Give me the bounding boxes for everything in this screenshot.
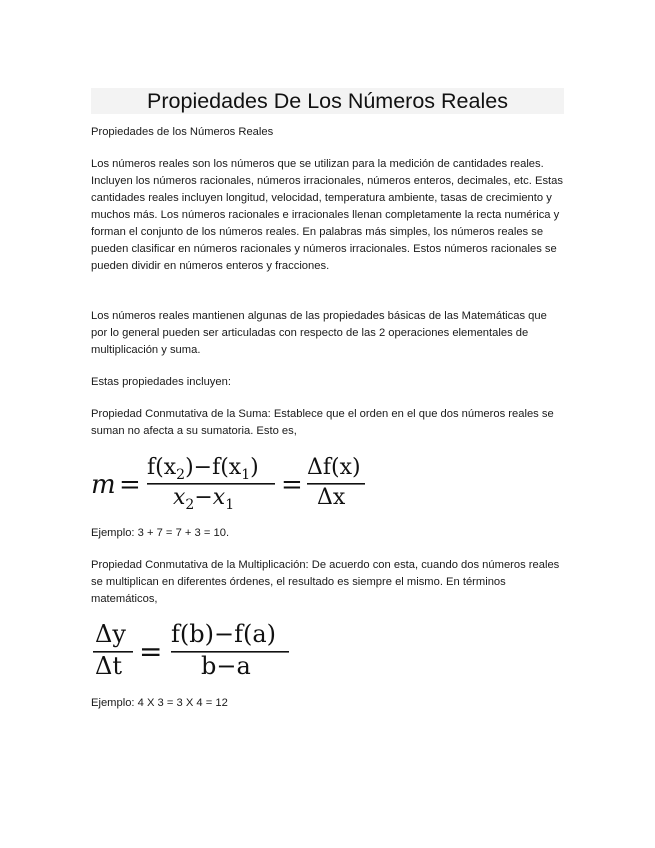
formula-eq2: =: [281, 470, 303, 500]
formula-rhs-numerator: Δf(x): [307, 455, 361, 480]
prop-commutative-mult: Propiedad Conmutativa de la Multiplicación: De acuerdo con esta, cuando dos números reales se multiplican en diferentes órdenes, el resultado es siempre el mismo. En términos matemáticos,: [91, 559, 560, 605]
formula2-eq: =: [139, 635, 163, 668]
page-title: Propiedades De Los Números Reales: [91, 88, 564, 114]
example-mult: Ejemplo: 4 X 3 = 3 X 4 = 12: [91, 697, 228, 709]
subtitle: Propiedades de los Números Reales: [91, 126, 274, 138]
formula2-rhs-denominator: b−a: [201, 652, 251, 680]
formula-rate: [91, 614, 311, 689]
formula-m: m: [91, 470, 116, 500]
formula2-lhs-numerator: Δy: [95, 620, 126, 648]
formula-rhs-denominator: Δx: [317, 485, 346, 510]
paragraph-list-intro: Estas propiedades incluyen:: [91, 376, 231, 388]
formula-numerator: $f(x_2)-f(x_1)$: [147, 455, 259, 483]
prop-commutative-sum: Propiedad Conmutativa de la Suma: Establece que el orden en el que dos números reales se suman no afecta a su sumatoria. Esto es,: [91, 408, 554, 437]
formula2-rhs-numerator: f(b)−f(a): [171, 620, 276, 648]
formula-slope: [91, 448, 381, 519]
formula-denominator: $x_2-x_1$: [173, 485, 235, 513]
formula-eq: =: [119, 470, 141, 500]
paragraph-intro: Los números reales son los números que se utilizan para la medición de cantidades reales. Incluyen los números racionales, números irracionales, números enteros, decimales, etc. Estas cantidades reales incluyen longitud, velocidad, temperatura ambiente, tasas de crecimiento y muchos más. Los números racionales e irracionales llenan completamente la recta numérica y forman el conjunto de los números reales. En palabras más simples, los números reales se pueden clasificar en números racionales y números irracionales. Estos números racionales se pueden dividir en números enteros y fracciones.: [91, 158, 563, 272]
formula2-lhs-denominator: Δt: [95, 652, 122, 680]
example-sum: Ejemplo: 3 + 7 = 7 + 3 = 10.: [91, 527, 230, 539]
paragraph-properties: Los números reales mantienen algunas de las propiedades básicas de las Matemáticas que por lo general pueden ser articuladas con respecto de las 2 operaciones elementales de multiplicación y suma.: [91, 310, 547, 356]
